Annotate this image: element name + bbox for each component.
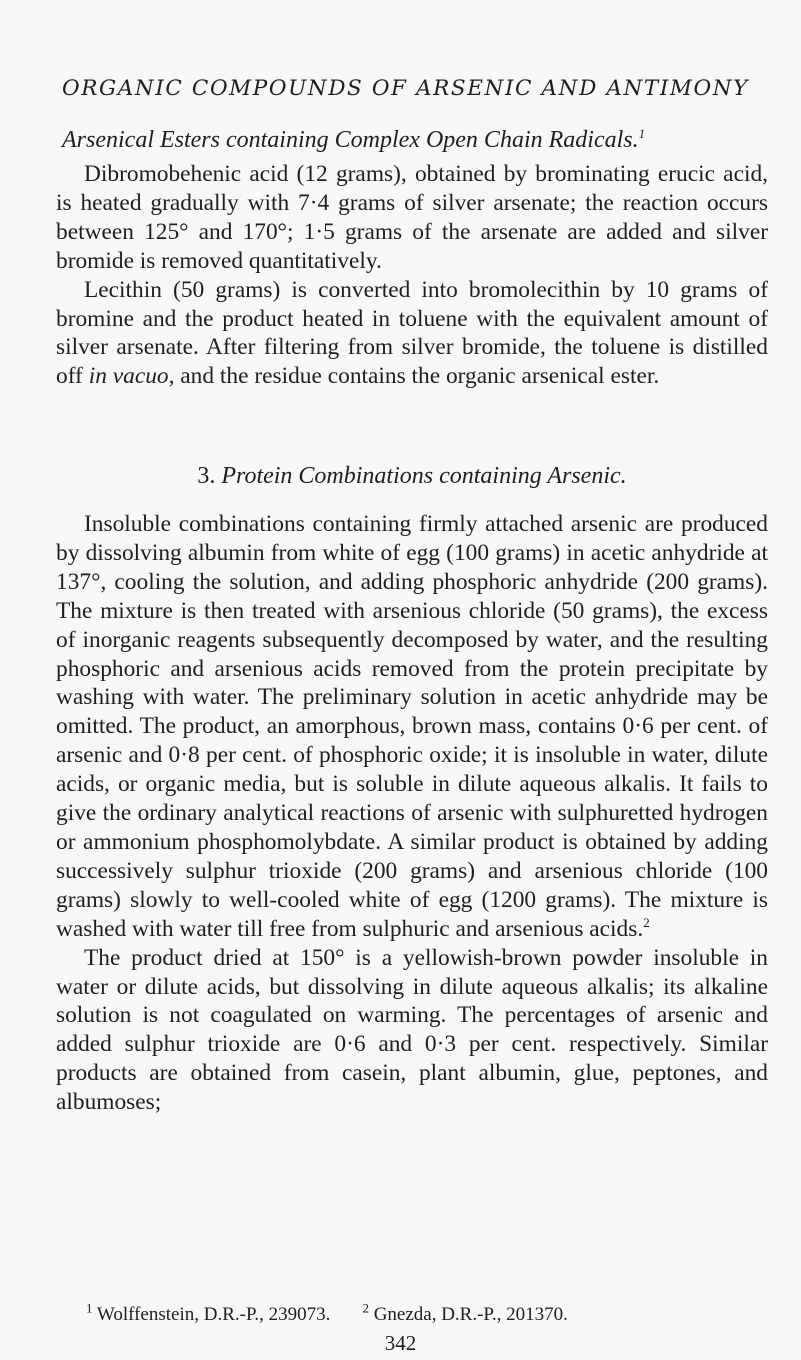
footnote-ref: 1 xyxy=(638,126,646,141)
page-number: 342 xyxy=(384,1331,417,1355)
paragraph xyxy=(56,276,768,392)
paragraph-text: Lecithin (50 grams) is converted into bromolecithin by 10 grams of bromine and the product heated in toluene with the equivalent amount of silver arsenate. After filtering from silver bromide, the toluene is distilled off xyxy=(56,276,768,390)
section-heading xyxy=(56,463,768,490)
paragraph xyxy=(56,944,768,1117)
footnote-text: Wolffenstein, D.R.-P., 239073. xyxy=(96,1304,331,1325)
footnote xyxy=(86,1300,331,1326)
footnote-mark: 1 xyxy=(86,1300,93,1316)
running-head: ORGANIC COMPOUNDS OF ARSENIC AND ANTIMONY xyxy=(62,76,749,101)
section-heading xyxy=(62,127,768,154)
section-arsenical-esters xyxy=(56,127,768,391)
paragraph-text: and the residue contains the organic arsenical ester. xyxy=(174,363,660,390)
section-protein-combinations xyxy=(56,463,768,1117)
footnote-text: Gnezda, D.R.-P., 201370. xyxy=(373,1304,568,1325)
section-number: 3. xyxy=(197,463,216,489)
heading-text: Protein Combinations containing Arsenic. xyxy=(221,463,627,489)
italic-phrase: in vacuo, xyxy=(88,363,175,390)
paragraph-text: Dibromobehenic acid (12 grams), obtained by brominating erucic acid, is heated gradually with 7·4 grams of silver arsenate; the reaction occurs between 125° and 170°; 1·5 grams of the arsenate are added and silver bromide is removed quantitatively. xyxy=(56,161,768,274)
paragraph-text: The product dried at 150° is a yellowish-brown powder insoluble in water or dilute acids, but dissolving in dilute aqueous alkalis; its alkaline solution is not coagulated on warming. The percentages of arsenic and added sulphur trioxide are 0·6 and 0·3 per cent. respectively. Similar products are obtained from casein, plant albumin, glue, peptones, and albumoses; xyxy=(56,944,768,1116)
paragraph xyxy=(56,510,768,944)
footnote-ref: 2 xyxy=(643,914,650,930)
footnotes xyxy=(86,1300,746,1326)
heading-text: Arsenical Esters containing Complex Open Chain Radicals. xyxy=(62,127,639,153)
paragraph xyxy=(56,160,768,276)
footnote xyxy=(362,1300,568,1326)
paragraph-text: Insoluble combinations containing firmly attached arsenic are produced by dissolving albumin from white of egg (100 grams) in acetic anhydride at 137°, cooling the solution, and adding phosphoric anhydride (200 grams). The mixture is then treated with arsenious chloride (50 grams), the excess of inorganic reagents subsequently decomposed by water, and the resulting phosphoric and arsenious acids removed from the protein precipitate by washing with water. The preliminary solution in acetic anhydride may be omitted. The product, an amorphous, brown mass, contains 0·6 per cent. of arsenic and 0·8 per cent. of phosphoric oxide; it is insoluble in water, dilute acids, or organic media, but is soluble in dilute aqueous alkalis. It fails to give the ordinary analytical reactions of arsenic with sulphuretted hydrogen or ammonium phosphomolybdate. A similar product is obtained by adding successively sulphur trioxide (200 grams) and arsenious chloride (100 grams) slowly to well-cooled white of egg (1200 grams). The mixture is washed with water till free from sulphuric and arsenious acids. xyxy=(56,511,768,942)
footnote-mark: 2 xyxy=(362,1300,369,1316)
